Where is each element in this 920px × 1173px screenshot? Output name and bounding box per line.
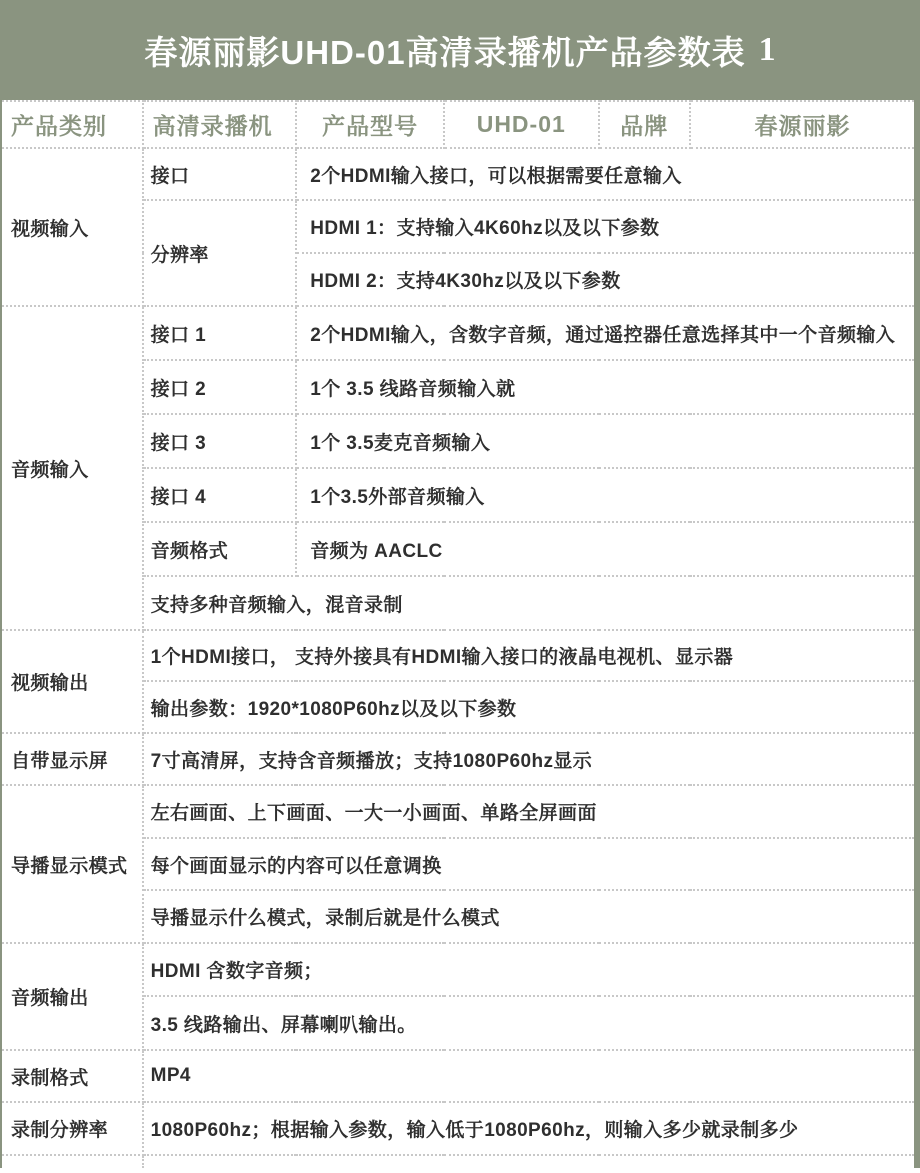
- value-cell-merged: 导播显示什么模式，录制后就是什么模式: [143, 890, 917, 943]
- table-row: [1, 943, 917, 996]
- page-title-number: 1: [758, 31, 776, 68]
- value-cell-merged: 3.5 线路输出、屏幕喇叭输出。: [143, 996, 917, 1050]
- value-cell-merged: 支持多种音频输入，混音录制: [143, 576, 917, 630]
- table-row: [1, 630, 917, 681]
- category-cell-audio-input: 音频输入: [1, 306, 143, 630]
- subcategory-cell-port-2: 接口 2: [143, 360, 297, 414]
- subcategory-cell-audio-format: 音频格式: [143, 522, 297, 576]
- header-product-category-value: 高清录播机: [143, 101, 297, 148]
- value-cell: 2个HDMI输入接口，可以根据需要任意输入: [296, 148, 917, 200]
- category-cell-video-input: 视频输入: [1, 148, 143, 306]
- value-cell-merged: 输出参数：1920*1080P60hz以及以下参数: [143, 681, 917, 733]
- category-cell-audio-output: 音频输出: [1, 943, 143, 1050]
- value-cell: 2个HDMI输入，含数字音频，通过遥控器任意选择其中一个音频输入: [296, 306, 917, 360]
- subcategory-cell-port-1: 接口 1: [143, 306, 297, 360]
- value-cell: HDMI 1：支持输入4K60hz以及以下参数: [296, 200, 917, 253]
- category-cell-record-resolution: 录制分辨率: [1, 1102, 143, 1155]
- category-cell-video-output: 视频输出: [1, 630, 143, 733]
- value-cell-empty: [143, 1155, 917, 1168]
- value-cell-merged: HDMI 含数字音频；: [143, 943, 917, 996]
- value-cell: 音频为 AACLC: [296, 522, 917, 576]
- value-cell-merged: 左右画面、上下画面、一大一小画面、单路全屏画面: [143, 785, 917, 838]
- header-product-category-label: 产品类别: [1, 101, 143, 148]
- header-model-label: 产品型号: [296, 101, 444, 148]
- table-row: [1, 733, 917, 785]
- subcategory-cell-resolution: 分辨率: [143, 200, 297, 306]
- value-cell-merged: 1个HDMI接口， 支持外接具有HDMI输入接口的液晶电视机、显示器: [143, 630, 917, 681]
- header-model-value: UHD-01: [444, 101, 599, 148]
- value-cell: HDMI 2：支持4K30hz以及以下参数: [296, 253, 917, 306]
- table-header-row: [1, 101, 917, 148]
- table-row: [1, 1050, 917, 1102]
- table-row-partial: [1, 1155, 917, 1168]
- page-title: 春源丽影UHD-01高清录播机产品参数表: [144, 33, 746, 71]
- value-cell-merged: 1080P60hz；根据输入参数，输入低于1080P60hz，则输入多少就录制多少: [143, 1102, 917, 1155]
- subcategory-cell-port-3: 接口 3: [143, 414, 297, 468]
- value-cell: 1个 3.5麦克音频输入: [296, 414, 917, 468]
- subcategory-cell-port-4: 接口 4: [143, 468, 297, 522]
- category-cell-built-in-screen: 自带显示屏: [1, 733, 143, 785]
- subcategory-cell-interface: 接口: [143, 148, 297, 200]
- category-cell-director-modes: 导播显示模式: [1, 785, 143, 943]
- header-brand-label: 品牌: [599, 101, 690, 148]
- spec-table: [0, 100, 920, 1168]
- value-cell-merged: MP4: [143, 1050, 917, 1102]
- value-cell-merged: 每个画面显示的内容可以任意调换: [143, 838, 917, 890]
- title-banner: [0, 0, 920, 100]
- value-cell: 1个3.5外部音频输入: [296, 468, 917, 522]
- table-row: [1, 785, 917, 838]
- header-brand-value: 春源丽影: [690, 101, 917, 148]
- value-cell: 1个 3.5 线路音频输入就: [296, 360, 917, 414]
- table-row: [1, 148, 917, 200]
- category-cell-empty: [1, 1155, 143, 1168]
- category-cell-record-format: 录制格式: [1, 1050, 143, 1102]
- table-row: [1, 1102, 917, 1155]
- value-cell-merged: 7寸高清屏，支持含音频播放；支持1080P60hz显示: [143, 733, 917, 785]
- table-row: [1, 306, 917, 360]
